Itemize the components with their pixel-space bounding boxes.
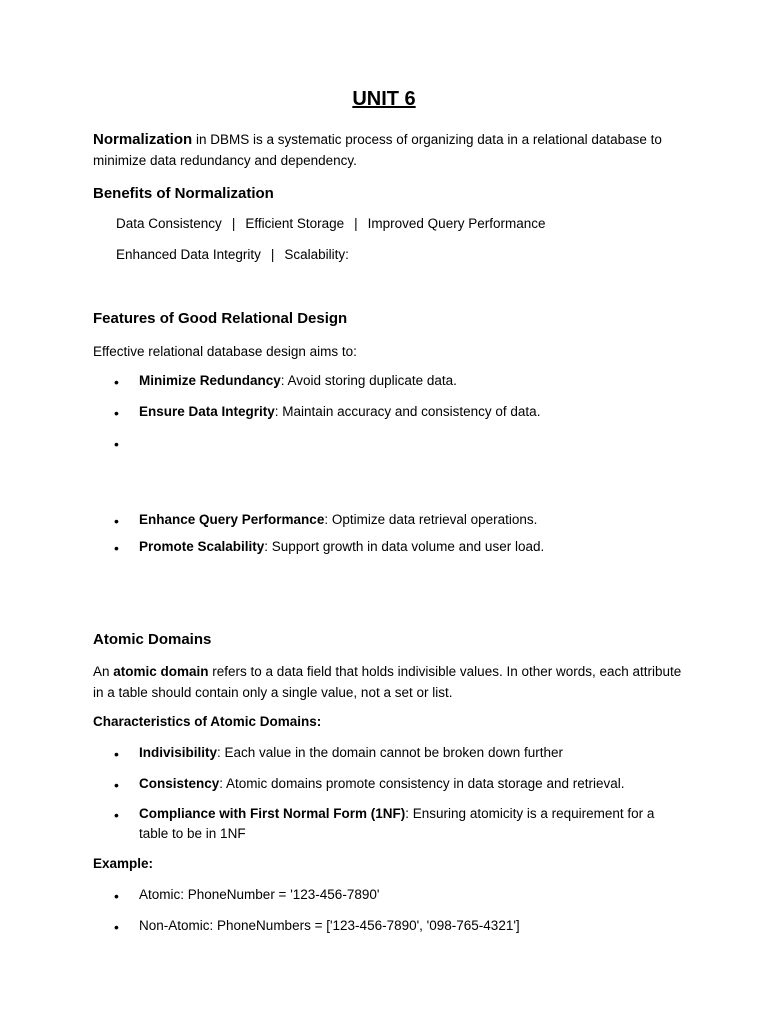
benefit-item: Scalability: (284, 247, 349, 262)
list-item (139, 804, 679, 844)
atomic-paragraph (93, 661, 683, 703)
list-item-term: Minimize Redundancy (139, 373, 281, 388)
bullet-icon: • (114, 513, 119, 529)
atomic-text: An (93, 664, 114, 679)
intro-term: Normalization (93, 131, 193, 148)
list-item-term: Promote Scalability (139, 539, 265, 554)
benefits-row-1 (116, 216, 545, 231)
list-item (139, 371, 679, 391)
benefit-separator: | (270, 247, 275, 262)
atomic-heading: Atomic Domains (93, 631, 212, 648)
benefits-heading: Benefits of Normalization (93, 185, 274, 202)
list-item (139, 743, 679, 763)
characteristics-heading: Characteristics of Atomic Domains: (93, 714, 322, 729)
intro-paragraph (93, 129, 683, 171)
list-item-text: : Support growth in data volume and user load. (264, 539, 545, 554)
benefit-item: Data Consistency (116, 216, 222, 231)
features-heading: Features of Good Relational Design (93, 310, 348, 327)
list-item (139, 510, 679, 530)
intro-text: in DBMS is a systematic process of organizing data in a relational database to minimize data redundancy and dependency. (93, 132, 662, 168)
bullet-icon: • (114, 888, 119, 904)
list-item-text: : Optimize data retrieval operations. (324, 512, 538, 527)
example-heading: Example: (93, 856, 154, 871)
list-item-term: Indivisibility (139, 745, 218, 760)
example-item: Atomic: PhoneNumber = '123-456-7890' (139, 887, 380, 902)
example-item: Non-Atomic: PhoneNumbers = ['123-456-7890', '098-765-4321'] (139, 918, 520, 933)
atomic-term: atomic domain (113, 664, 209, 679)
benefit-item: Improved Query Performance (367, 216, 546, 231)
list-item-text: : Ensuring atomicity is a requirement for a table to be in 1NF (139, 806, 655, 841)
bullet-icon: • (114, 919, 119, 935)
bullet-icon: • (114, 777, 119, 793)
list-item-term: Consistency (139, 776, 220, 791)
list-item-text: : Each value in the domain cannot be broken down further (217, 745, 563, 760)
features-lead: Effective relational database design aims to: (93, 344, 357, 359)
list-item-text: : Avoid storing duplicate data. (280, 373, 457, 388)
list-item-term: Enhance Query Performance (139, 512, 325, 527)
list-item-term: Ensure Data Integrity (139, 404, 275, 419)
bullet-icon: • (114, 540, 119, 556)
atomic-text: refers to a data field that holds indivisible values. In other words, each attribute in a table should contain only a single value, not a set or list. (93, 664, 682, 700)
list-item (139, 537, 679, 557)
benefits-row-2 (116, 247, 349, 262)
bullet-icon: • (114, 746, 119, 762)
bullet-icon: • (114, 436, 119, 452)
benefit-item: Efficient Storage (245, 216, 345, 231)
benefit-item: Enhanced Data Integrity (116, 247, 261, 262)
benefit-separator: | (231, 216, 236, 231)
bullet-icon: • (114, 374, 119, 390)
list-item-text: : Atomic domains promote consistency in data storage and retrieval. (219, 776, 625, 791)
page-title: UNIT 6 (352, 88, 416, 110)
list-item (139, 402, 679, 422)
list-item-term: Compliance with First Normal Form (1NF) (139, 806, 406, 821)
list-item (139, 774, 679, 794)
benefit-separator: | (354, 216, 358, 231)
bullet-icon: • (114, 807, 119, 823)
bullet-icon: • (114, 405, 119, 421)
list-item-text: : Maintain accuracy and consistency of data. (274, 404, 541, 419)
